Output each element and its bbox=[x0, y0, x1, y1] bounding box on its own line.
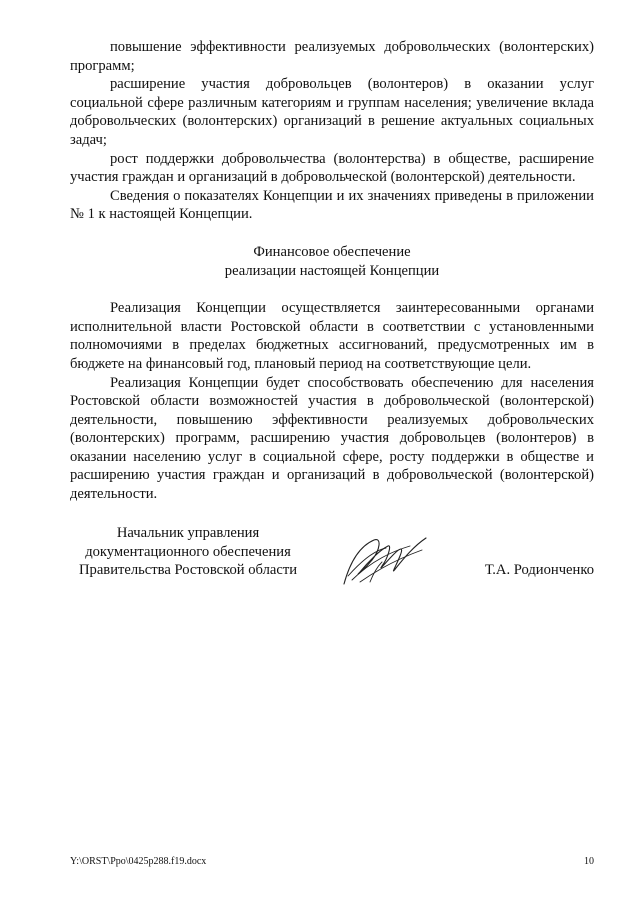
section-heading-line-2: реализации настоящей Концепции bbox=[224, 262, 440, 279]
paragraph-expected-results: Реализация Концепции будет способствовать обеспечению для населения Ростовской области возможностей участия в добровольческой (волонтерской) деятельности, повышению эффективности реализуемых добровольческих (волонтерских) программ, расширению участия добровольцев (волонтеров) в оказании населению услуг в социальной сфере, росту поддержки в обществе и расширению участия граждан и организаций в добровольческой (волонтерской) деятельности. bbox=[70, 374, 594, 503]
signatory-title bbox=[70, 524, 306, 580]
paragraph-goal-support: рост поддержки добровольчества (волонтерства) в обществе, расширение участия граждан и организаций в добровольческой (волонтерской) деятельности. bbox=[70, 150, 594, 186]
signature-block bbox=[70, 524, 594, 584]
paragraph-indicators-reference: Сведения о показателях Концепции и их значениях приведены в приложении № 1 к настоящей Концепции. bbox=[70, 187, 594, 223]
paragraph-goal-efficiency: повышение эффективности реализуемых добровольческих (волонтерских) программ; bbox=[70, 39, 594, 74]
paragraph-goal-participation: расширение участия добровольцев (волонтеров) в оказании услуг социальной сфере различным категориям и группам населения; увеличение вклада добровольческих (волонтерских) организаций в решение актуальных социальных задач; bbox=[70, 76, 594, 148]
section-heading bbox=[70, 243, 594, 280]
signatory-name: Т.А. Родионченко bbox=[484, 562, 594, 578]
page-number: 10 bbox=[584, 856, 594, 867]
paragraph-financing: Реализация Концепции осуществляется заинтересованными органами исполнительной власти Ростовской области в соответствии с установленными полномочиями в пределах бюджетных ассигнований, предусмотренных им в бюджете на финансовый год, плановый период на соответствующие цели. bbox=[70, 300, 594, 372]
handwritten-signature bbox=[330, 532, 440, 592]
footer-file-path: Y:\ORST\Ppo\0425p288.f19.docx bbox=[70, 856, 207, 867]
signatory-title-line-3: Правительства Ростовской области bbox=[78, 562, 298, 579]
signatory-title-line-2: документационного обеспечения bbox=[85, 543, 291, 560]
signatory-title-line-1: Начальник управления bbox=[116, 525, 260, 541]
document-body bbox=[70, 38, 594, 504]
section-heading-line-1: Финансовое обеспечение bbox=[253, 243, 411, 260]
